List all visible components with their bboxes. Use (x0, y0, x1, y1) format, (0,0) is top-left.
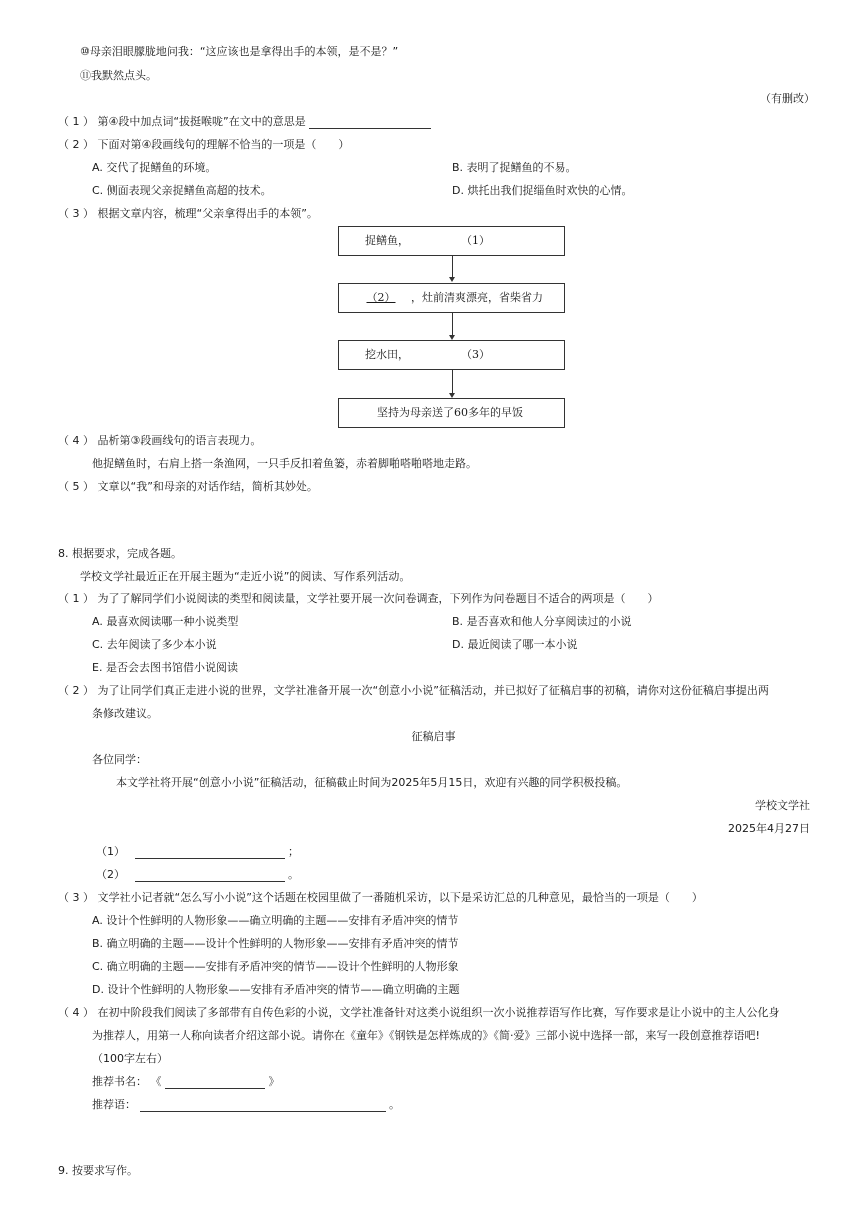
answer-blank[interactable] (135, 870, 285, 882)
q7-sub5-num: （ 5 ） (58, 480, 94, 493)
q7-sub3-num: （ 3 ） (58, 207, 94, 220)
option-a[interactable]: A. 交代了捉鳝鱼的环境。 (92, 161, 217, 174)
q7-sub1-num: （ 1 ） (58, 115, 94, 128)
q7-sub5-text: 文章以“我”和母亲的对话作结，简析其妙处。 (97, 480, 318, 493)
option-c[interactable]: C. 侧面表现父亲捉鳝鱼高超的技术。 (92, 184, 272, 197)
suggestion-2 (96, 868, 299, 882)
q7-sub1 (58, 115, 431, 129)
paragraph-10: ⑩母亲泪眼朦胧地问我：“这应该也是拿得出手的本领，是不是？” (80, 45, 399, 58)
suggestion-2-end: 。 (288, 868, 299, 881)
q7-sub4 (58, 434, 261, 448)
flow-box-2-slot: （2） (366, 291, 396, 304)
option-c[interactable]: C. 确立明确的主题——安排有矛盾冲突的情节——设计个性鲜明的人物形象 (92, 960, 459, 973)
suggestion-1 (96, 845, 299, 859)
option-c[interactable]: C. 去年阅读了多少本小说 (92, 638, 217, 651)
option-a[interactable]: A. 最喜欢阅读哪一种小说类型 (92, 615, 239, 628)
q8-sub4-num: （ 4 ） (58, 1006, 94, 1019)
notice-body: 本文学社将开展“创意小小说”征稿活动，征稿截止时间为2025年5月15日，欢迎有兴趣的同学积极投稿。 (116, 776, 628, 789)
q8-sub4-text-cont: 为推荐人，用第一人称向读者介绍这部小说。请你在《童年》《钢铁是怎样炼成的》《简·爱》三部小说中选择一部，来写一段创意推荐语吧! (92, 1029, 760, 1042)
option-a[interactable]: A. 设计个性鲜明的人物形象——确立明确的主题——安排有矛盾冲突的情节 (92, 914, 459, 927)
option-b[interactable]: B. 表明了捉鳝鱼的不易。 (452, 161, 577, 174)
q8-sub3-text: 文学社小记者就“怎么写小小说”这个话题在校园里做了一番随机采访，以下是采访汇总的几种意见，最恰当的一项是（ ） (97, 891, 703, 904)
book-title-blank[interactable] (165, 1077, 265, 1089)
option-d[interactable]: D. 烘托出我们捉缁鱼时欢快的心情。 (452, 184, 633, 197)
answer-blank[interactable] (135, 847, 285, 859)
notice-title: 征稿启事 (411, 730, 456, 743)
q7-sub3-text: 根据文章内容，梳理“父亲拿得出手的本领”。 (97, 207, 318, 220)
flow-box-4 (338, 398, 565, 428)
answer-blank[interactable] (309, 117, 431, 129)
suggestion-2-num: （2） (96, 868, 125, 881)
flow-box-3 (338, 340, 565, 370)
flow-box-1-label: 捉鳝鱼， (365, 234, 409, 247)
arrow-down-icon (449, 277, 455, 282)
q7-sub2 (58, 138, 349, 152)
q8-sub2-num: （ 2 ） (58, 684, 94, 697)
paragraph-11: ⑪我默然点头。 (80, 69, 157, 82)
book-title-field (92, 1075, 280, 1089)
q7-sub4-text: 品析第③段画线句的语言表现力。 (97, 434, 262, 447)
q7-sub4-num: （ 4 ） (58, 434, 94, 447)
q7-sub2-num: （ 2 ） (58, 138, 94, 151)
recommendation-end: 。 (389, 1098, 400, 1111)
book-open-mark: 《 (150, 1075, 162, 1088)
q8-sub3 (58, 891, 703, 905)
flow-arrow (452, 255, 453, 277)
flow-box-2-text: ，灶前清爽漂亮，省柴省力 (411, 291, 543, 304)
flow-arrow (452, 312, 453, 335)
flow-box-1 (338, 226, 565, 256)
q7-sub1-text: 第④段中加点词“拔挺喉咙”在文中的意思是 (97, 115, 306, 128)
q8-sub1-text: 为了了解同学们小说阅读的类型和阅读量，文学社要开展一次问卷调查，下列作为问卷题目不适合的两项是（ ） (97, 592, 659, 605)
q7-sub5 (58, 480, 318, 494)
q8-intro: 学校文学社最近正在开展主题为“走近小说”的阅读、写作系列活动。 (80, 570, 411, 583)
flow-box-4-text: 坚持为母亲送了60多年的早饭 (377, 406, 523, 419)
q8-title: 8. 根据要求，完成各题。 (58, 547, 182, 560)
source-note: （有删改） (760, 92, 815, 105)
q9-title: 9. 按要求写作。 (58, 1164, 138, 1177)
option-e[interactable]: E. 是否会去图书馆借小说阅读 (92, 661, 238, 674)
option-b[interactable]: B. 确立明确的主题——设计个性鲜明的人物形象——安排有矛盾冲突的情节 (92, 937, 459, 950)
flow-box-1-slot: （1） (461, 234, 490, 247)
flow-box-3-label: 挖水田， (365, 348, 409, 361)
notice-date: 2025年4月27日 (728, 822, 810, 835)
flow-box-3-slot: （3） (461, 348, 490, 361)
notice-greeting: 各位同学： (92, 753, 147, 766)
q8-sub4-text: 在初中阶段我们阅读了多部带有自传色彩的小说，文学社准备针对这类小说组织一次小说推荐语写作比赛，写作要求是让小说中的主人公化身 (97, 1006, 780, 1019)
option-b[interactable]: B. 是否喜欢和他人分享阅读过的小说 (452, 615, 632, 628)
option-d[interactable]: D. 最近阅读了哪一本小说 (452, 638, 578, 651)
recommendation-blank[interactable] (140, 1100, 386, 1112)
book-title-label: 推荐书名： (92, 1075, 147, 1088)
q8-sub4 (58, 1006, 780, 1020)
q7-sub2-text: 下面对第④段画线句的理解不恰当的一项是（ ） (97, 138, 350, 151)
flow-arrow (452, 369, 453, 393)
q8-sub1-num: （ 1 ） (58, 592, 94, 605)
suggestion-1-num: （1） (96, 845, 125, 858)
flow-box-2 (338, 283, 565, 313)
suggestion-1-end: ； (288, 845, 299, 858)
q7-sub3 (58, 207, 318, 221)
q8-sub1 (58, 592, 659, 606)
q8-sub2-text: 为了让同学们真正走进小说的世界，文学社准备开展一次“创意小小说”征稿活动，并已拟好了征稿启事的初稿，请你对这份征稿启事提出两 (97, 684, 769, 697)
book-close-mark: 》 (268, 1075, 280, 1088)
q8-sub2 (58, 684, 769, 698)
q8-sub3-num: （ 3 ） (58, 891, 94, 904)
recommendation-field (92, 1098, 400, 1112)
notice-signer: 学校文学社 (755, 799, 810, 812)
q7-sub4-quote: 他捉鳝鱼时，右肩上搭一条渔网，一只手反扣着鱼篓，赤着脚啪嗒啪嗒地走路。 (92, 457, 477, 470)
q8-sub2-text-cont: 条修改建议。 (92, 707, 158, 720)
recommendation-label: 推荐语： (92, 1098, 136, 1111)
q8-sub4-word-limit: （100字左右） (92, 1052, 168, 1065)
option-d[interactable]: D. 设计个性鲜明的人物形象——安排有矛盾冲突的情节——确立明确的主题 (92, 983, 460, 996)
